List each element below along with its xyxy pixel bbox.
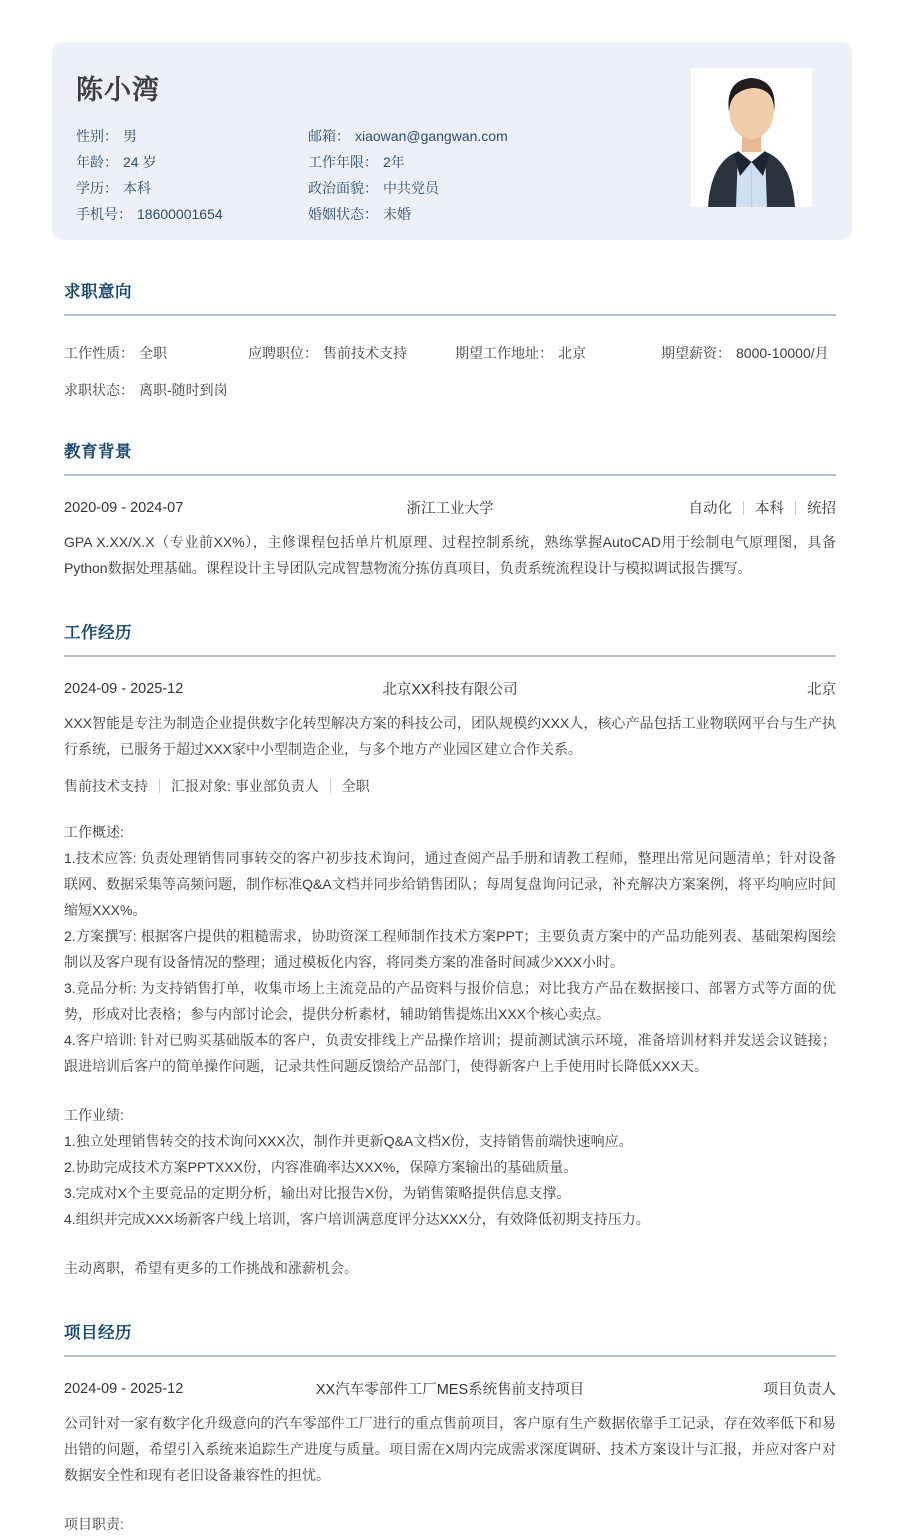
- work-overview-heading: 工作概述:: [64, 824, 124, 840]
- education-major: 自动化: [688, 501, 732, 517]
- candidate-name: 陈小湾: [76, 75, 160, 105]
- intent-status: [64, 380, 836, 400]
- field-email-value: xiaowan@gangwan.com: [355, 128, 508, 144]
- section-divider: [64, 314, 836, 316]
- work-position-row: [64, 776, 836, 796]
- project-title: 项目经历: [64, 1324, 132, 1342]
- work-title: 工作经历: [64, 624, 132, 642]
- work-overview-item: 1.技术应答: 负责处理销售同事转交的客户初步技术询问，通过查阅产品手册和请教工程师，整理出常见问题清单；针对设备联网、数据采集等高频问题，制作标准Q&A文档并同步给销售团队；每周复盘询问记录，补充解决方案案例，将平均响应时间缩短XXX%。: [64, 850, 836, 918]
- work-period: 2024-09 - 2025-12: [64, 680, 184, 697]
- intent-position-value: 售前技术支持: [323, 345, 407, 361]
- section-work-experience: [64, 619, 836, 1281]
- field-experience-years-value: 2年: [383, 154, 405, 170]
- work-achievements-block: [64, 1102, 836, 1232]
- work-job-type: 全职: [341, 778, 370, 794]
- field-political-status-label: 政治面貌：: [308, 180, 378, 196]
- field-gender: [76, 123, 308, 149]
- tag-divider: [795, 501, 796, 515]
- work-achievement-item: 1.独立处理销售转交的技术询问XXX次，制作并更新Q&A文档X份，支持销售前端快速响应。: [64, 1133, 633, 1149]
- section-divider: [64, 655, 836, 657]
- intent-location: [455, 343, 661, 363]
- field-gender-label: 性别：: [76, 128, 118, 144]
- project-name: XX汽车零部件工厂MES系统售前支持项目: [315, 1382, 585, 1398]
- tag-divider: [743, 501, 744, 515]
- candidate-photo: [691, 68, 812, 207]
- work-report-to: 汇报对象: 事业部负责人: [171, 778, 319, 794]
- header-card: [52, 42, 852, 240]
- tag-divider: [330, 779, 331, 793]
- intent-status-value: 离职-随时到岗: [139, 382, 228, 398]
- intent-salary-label: 期望薪资：: [661, 345, 731, 361]
- education-school: 浙江工业大学: [406, 501, 494, 517]
- field-degree: [76, 175, 308, 201]
- field-degree-value: 本科: [123, 180, 151, 196]
- work-overview-item: 3.竞品分析: 为支持销售打单，收集市场上主流竞品的产品资料与报价信息；对比我方产品在数据接口、部署方式等方面的优势，形成对比表格；参与内部讨论会，提供分析素材，辅助销售提炼出XXX个核心卖点。: [64, 980, 836, 1022]
- education-description: GPA X.XX/X.X（专业前XX%），主修课程包括单片机原理、过程控制系统，熟练掌握AutoCAD用于绘制电气原理图，具备Python数据处理基础。课程设计主导团队完成智慧物流分拣仿真项目，负责系统流程设计与模拟调试报告撰写。: [64, 534, 836, 576]
- intent-salary: [661, 343, 836, 363]
- project-entry-row: [64, 1378, 836, 1399]
- tag-divider: [159, 779, 160, 793]
- job-intent-row: [64, 343, 836, 363]
- work-leave-reason: 主动离职，希望有更多的工作挑战和涨薪机会。: [64, 1260, 358, 1276]
- section-project-experience: [64, 1319, 836, 1537]
- field-email-label: 邮箱：: [308, 128, 350, 144]
- education-degree: 本科: [755, 501, 784, 517]
- field-degree-label: 学历：: [76, 180, 118, 196]
- work-position: 售前技术支持: [64, 778, 148, 794]
- intent-salary-value: 8000-10000/月: [736, 345, 829, 361]
- field-age-value: 24 岁: [123, 154, 157, 170]
- education-enrollment-type: 统招: [807, 501, 836, 517]
- field-age-label: 年龄：: [76, 154, 118, 170]
- work-company: 北京XX科技有限公司: [382, 682, 518, 698]
- field-marital-status-label: 婚姻状态：: [308, 206, 378, 222]
- education-period: 2020-09 - 2024-07: [64, 499, 184, 516]
- job-intent-title: 求职意向: [64, 283, 132, 301]
- header-info-left-column: [76, 123, 308, 227]
- intent-location-label: 期望工作地址：: [455, 345, 553, 361]
- field-gender-value: 男: [123, 128, 137, 144]
- section-divider: [64, 1355, 836, 1357]
- section-job-intent: [64, 278, 836, 400]
- work-overview-block: [64, 819, 836, 1079]
- intent-position: [248, 343, 455, 363]
- work-overview-item: 2.方案撰写: 根据客户提供的粗糙需求，协助资深工程师制作技术方案PPT；主要负责方案中的产品功能列表、基础架构图绘制以及客户现有设备情况的整理；通过模板化内容，将同类方案的准备时间减少XXX小时。: [64, 928, 836, 970]
- intent-job-nature-value: 全职: [139, 345, 167, 361]
- field-experience-years-label: 工作年限：: [308, 154, 378, 170]
- field-marital-status-value: 未婚: [383, 206, 411, 222]
- work-achievement-item: 2.协助完成技术方案PPTXXX份，内容准确率达XXX%，保障方案输出的基础质量。: [64, 1159, 578, 1175]
- work-achievement-item: 4.组织并完成XXX场新客户线上培训，客户培训满意度评分达XXX分，有效降低初期支持压力。: [64, 1211, 650, 1227]
- intent-job-nature: [64, 343, 248, 363]
- field-phone-label: 手机号：: [76, 206, 132, 222]
- work-achievements-heading: 工作业绩:: [64, 1107, 124, 1123]
- intent-status-label: 求职状态：: [64, 382, 134, 398]
- work-entry-row: [64, 678, 836, 699]
- section-education: [64, 438, 836, 581]
- field-phone: [76, 201, 308, 227]
- field-age: [76, 149, 308, 175]
- education-title: 教育背景: [64, 443, 132, 461]
- candidate-photo-illustration: [691, 68, 812, 207]
- project-period: 2024-09 - 2025-12: [64, 1380, 184, 1397]
- intent-location-value: 北京: [558, 345, 586, 361]
- work-company-description: XXX智能是专注为制造企业提供数字化转型解决方案的科技公司，团队规模约XXX人，核心产品包括工业物联网平台与生产执行系统，已服务于超过XXX家中小型制造企业，与多个地方产业园区建立合作关系。: [64, 715, 836, 757]
- work-location: 北京: [807, 682, 836, 698]
- work-overview-item: 4.客户培训: 针对已购买基础版本的客户，负责安排线上产品操作培训；提前测试演示环境，准备培训材料并发送会议链接；跟进培训后客户的简单操作问题，记录共性问题反馈给产品部门，使得新客户上手使用时长降低XXX天。: [64, 1032, 836, 1074]
- field-phone-value: 18600001654: [137, 206, 223, 222]
- work-leave-reason-block: [64, 1255, 836, 1281]
- field-political-status-value: 中共党员: [383, 180, 439, 196]
- project-duty-block: [64, 1511, 836, 1537]
- work-achievement-item: 3.完成对X个主要竞品的定期分析，输出对比报告X份，为销售策略提供信息支撑。: [64, 1185, 571, 1201]
- project-role: 项目负责人: [763, 1382, 836, 1398]
- education-tags: [646, 497, 836, 518]
- project-description: 公司针对一家有数字化升级意向的汽车零部件工厂进行的重点售前项目，客户原有生产数据依靠手工记录，存在效率低下和易出错的问题，希望引入系统来追踪生产进度与质量。项目需在X周内完成需求深度调研、技术方案设计与汇报，并应对客户对数据安全性和现有老旧设备兼容性的担忧。: [64, 1415, 836, 1483]
- education-entry-row: [64, 497, 836, 518]
- intent-job-nature-label: 工作性质：: [64, 345, 134, 361]
- intent-position-label: 应聘职位：: [248, 345, 318, 361]
- section-divider: [64, 474, 836, 476]
- project-duty-heading: 项目职责:: [64, 1516, 124, 1532]
